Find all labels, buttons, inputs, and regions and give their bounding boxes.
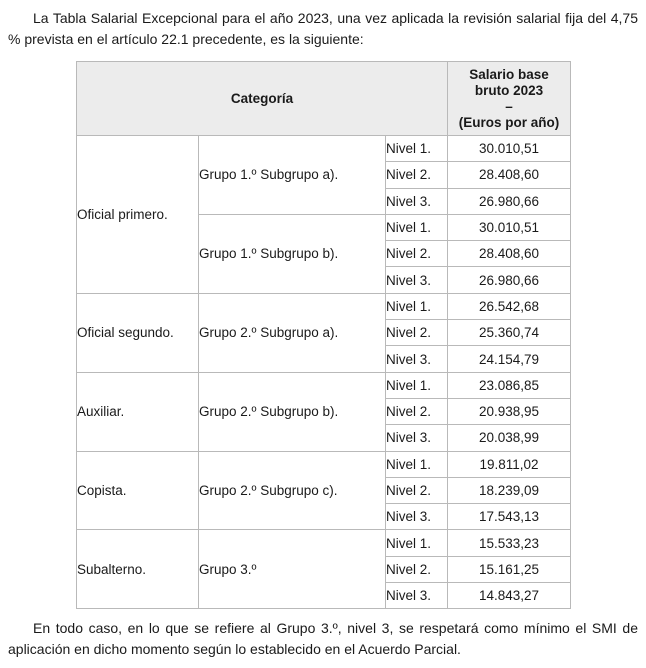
salary-cell: 14.843,27 [448,583,571,609]
salary-cell: 24.154,79 [448,346,571,372]
nivel-cell: Nivel 1. [386,214,448,240]
header-salario-line-2: bruto 2023 [474,82,544,98]
category-cell: Oficial segundo. [77,293,199,372]
category-cell: Oficial primero. [77,136,199,294]
nivel-cell: Nivel 1. [386,136,448,162]
nivel-cell: Nivel 2. [386,162,448,188]
header-categoria-cell: Categoría [77,62,448,136]
nivel-cell: Nivel 3. [386,425,448,451]
nivel-cell: Nivel 3. [386,188,448,214]
grupo-cell: Grupo 3.º [199,530,386,609]
salary-cell: 20.938,95 [448,398,571,424]
nivel-cell: Nivel 1. [386,372,448,398]
salary-cell: 25.360,74 [448,320,571,346]
nivel-cell: Nivel 2. [386,477,448,503]
header-salario-dash: – [505,98,513,114]
salary-cell: 26.980,66 [448,267,571,293]
salary-cell: 20.038,99 [448,425,571,451]
salary-cell: 17.543,13 [448,504,571,530]
header-salario-line-1: Salario base [469,66,549,82]
salary-table [76,61,571,609]
grupo-cell: Grupo 2.º Subgrupo a). [199,293,386,372]
salary-cell: 15.161,25 [448,556,571,582]
table-row [77,136,571,162]
nivel-cell: Nivel 2. [386,320,448,346]
nivel-cell: Nivel 1. [386,293,448,319]
header-salario-cell [448,62,571,136]
table-header-row [77,62,571,136]
grupo-cell: Grupo 1.º Subgrupo b). [199,214,386,293]
salary-cell: 15.533,23 [448,530,571,556]
header-salario-line-4: (Euros por año) [458,114,560,130]
table-row [77,530,571,556]
footer-paragraph: En todo caso, en lo que se refiere al Grupo 3.º, nivel 3, se respetará como mínimo el SMI de aplicación en dicho momento según lo establecido en el Acuerdo Parcial. [8,620,638,657]
salary-cell: 18.239,09 [448,477,571,503]
nivel-cell: Nivel 2. [386,556,448,582]
nivel-cell: Nivel 3. [386,504,448,530]
table-row [77,293,571,319]
salary-cell: 26.980,66 [448,188,571,214]
salary-cell: 26.542,68 [448,293,571,319]
nivel-cell: Nivel 2. [386,398,448,424]
nivel-cell: Nivel 2. [386,241,448,267]
nivel-cell: Nivel 3. [386,267,448,293]
category-cell: Auxiliar. [77,372,199,451]
salary-cell: 19.811,02 [448,451,571,477]
table-row [77,372,571,398]
salary-cell: 30.010,51 [448,136,571,162]
nivel-cell: Nivel 3. [386,583,448,609]
intro-paragraph: La Tabla Salarial Excepcional para el año 2023, una vez aplicada la revisión salarial fija del 4,75 % prevista en el artículo 22.1 precedente, es la siguiente: [8,10,638,47]
grupo-cell: Grupo 2.º Subgrupo c). [199,451,386,530]
nivel-cell: Nivel 3. [386,346,448,372]
salary-cell: 23.086,85 [448,372,571,398]
category-cell: Copista. [77,451,199,530]
salary-cell: 28.408,60 [448,241,571,267]
salary-cell: 28.408,60 [448,162,571,188]
grupo-cell: Grupo 1.º Subgrupo a). [199,136,386,215]
grupo-cell: Grupo 2.º Subgrupo b). [199,372,386,451]
salary-cell: 30.010,51 [448,214,571,240]
salary-table-body [77,136,571,609]
nivel-cell: Nivel 1. [386,530,448,556]
nivel-cell: Nivel 1. [386,451,448,477]
table-row [77,451,571,477]
category-cell: Subalterno. [77,530,199,609]
